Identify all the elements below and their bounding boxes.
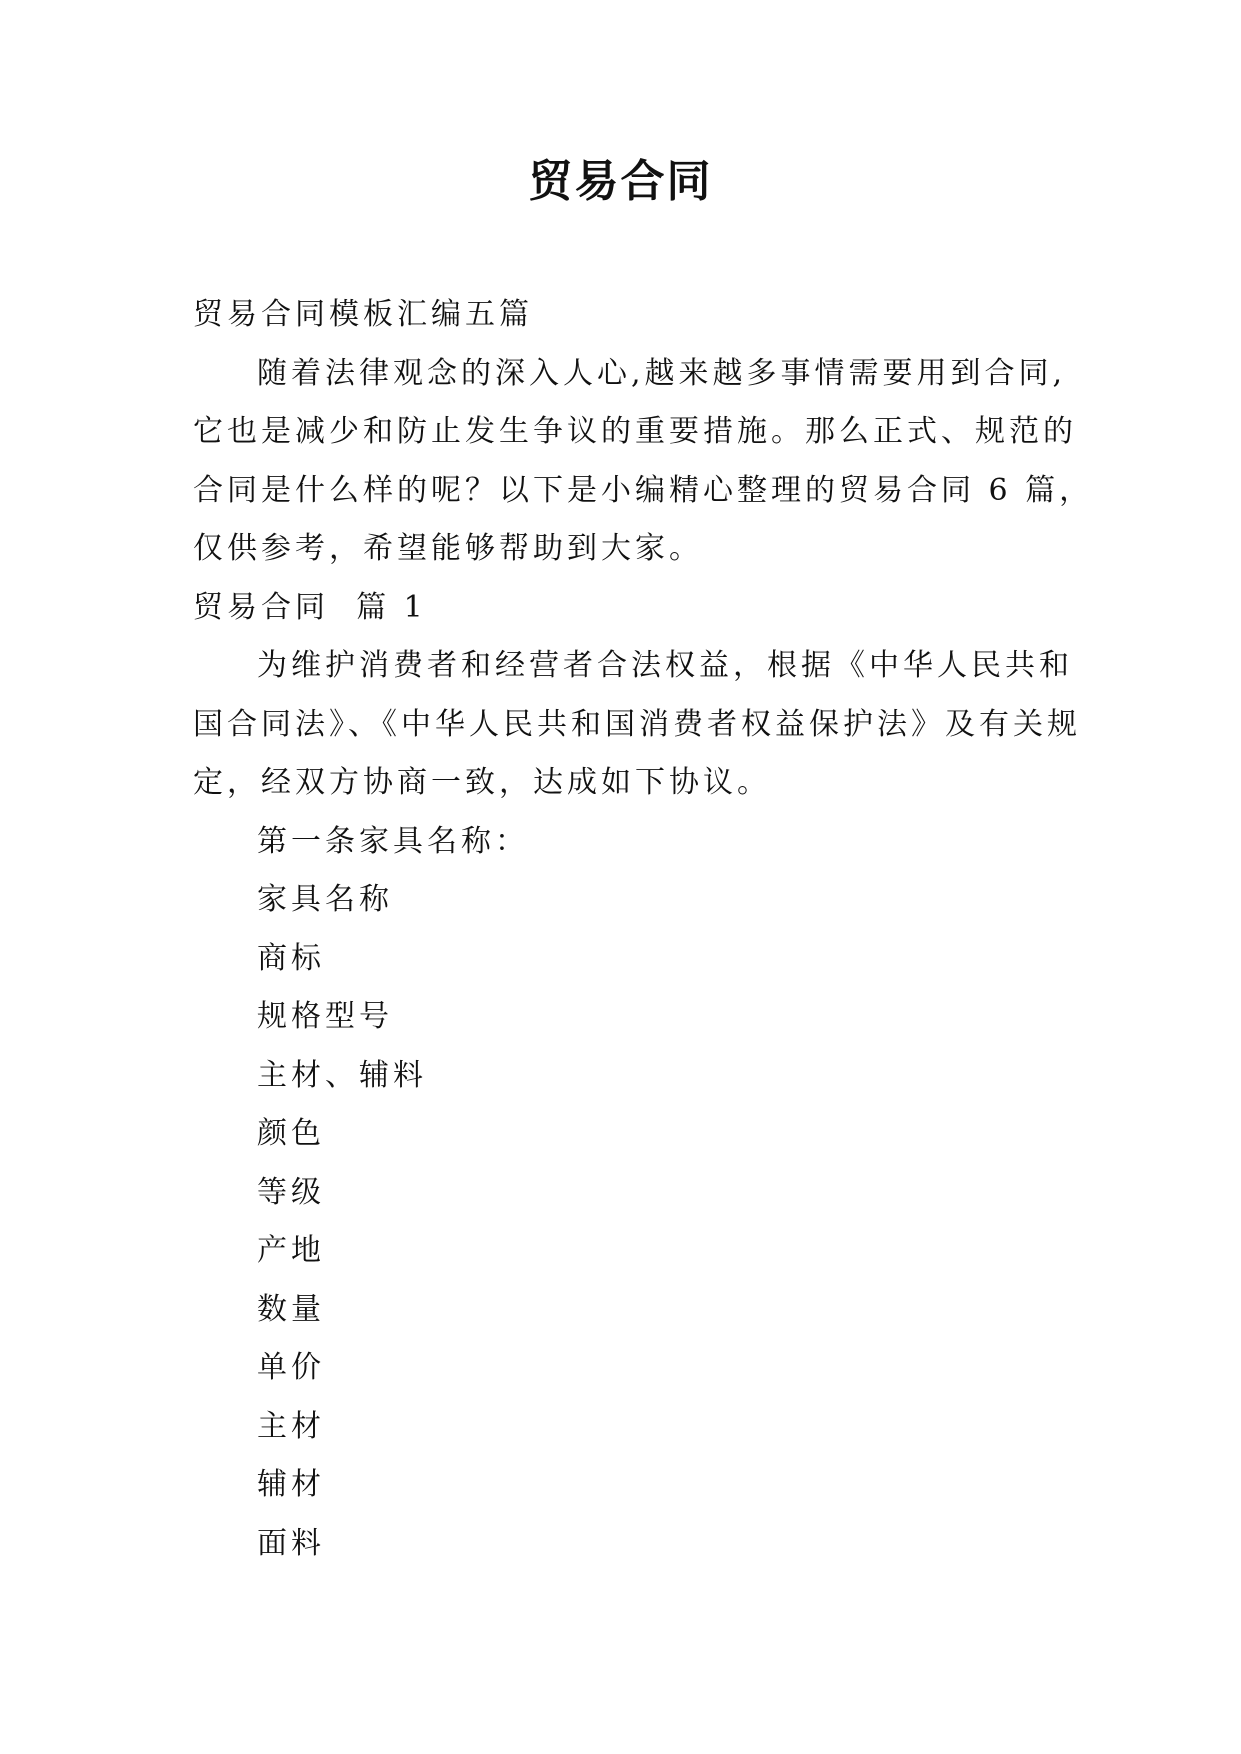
list-item: 产地 bbox=[257, 1233, 325, 1268]
intro-line: 随着法律观念的深入人心,越来越多事情需要用到合同, bbox=[257, 355, 1067, 391]
list-item: 面料 bbox=[257, 1525, 325, 1561]
list-item: 主材、辅料 bbox=[257, 1057, 427, 1093]
document-body bbox=[193, 286, 1094, 1573]
section-heading: 贸易合同 篇 1 bbox=[193, 589, 427, 625]
section-paragraph bbox=[193, 637, 1081, 813]
intro-line: 仅供参考，希望能够帮助到大家。 bbox=[193, 531, 703, 566]
section-line: 为维护消费者和经营者合法权益，根据《中华人民共和 bbox=[257, 648, 1073, 683]
intro-line: 合同是什么样的呢？以下是小编精心整理的贸易合同 6 篇， bbox=[193, 472, 1094, 508]
document-title: 贸易合同 bbox=[528, 156, 713, 207]
section-line: 国合同法》、《中华人民共和国消费者权益保护法》及有关规 bbox=[193, 706, 1081, 742]
list-item: 家具名称 bbox=[257, 882, 393, 917]
document-subtitle: 贸易合同模板汇编五篇 bbox=[193, 297, 533, 332]
list-item: 辅材 bbox=[257, 1467, 325, 1502]
list-item: 颜色 bbox=[257, 1116, 325, 1151]
intro-line: 它也是减少和防止发生争议的重要措施。那么正式、规范的 bbox=[193, 414, 1077, 449]
list-item: 规格型号 bbox=[257, 999, 393, 1034]
list-item: 商标 bbox=[257, 940, 325, 976]
list-item: 主材 bbox=[257, 1408, 325, 1444]
list-item: 单价 bbox=[257, 1350, 325, 1385]
section-line: 定，经双方协商一致，达成如下协议。 bbox=[193, 765, 771, 800]
list-item: 数量 bbox=[257, 1291, 325, 1327]
list-item: 等级 bbox=[257, 1174, 325, 1210]
intro-paragraph bbox=[193, 345, 1094, 579]
article-title: 第一条家具名称： bbox=[257, 823, 529, 859]
item-list bbox=[193, 871, 1073, 1573]
